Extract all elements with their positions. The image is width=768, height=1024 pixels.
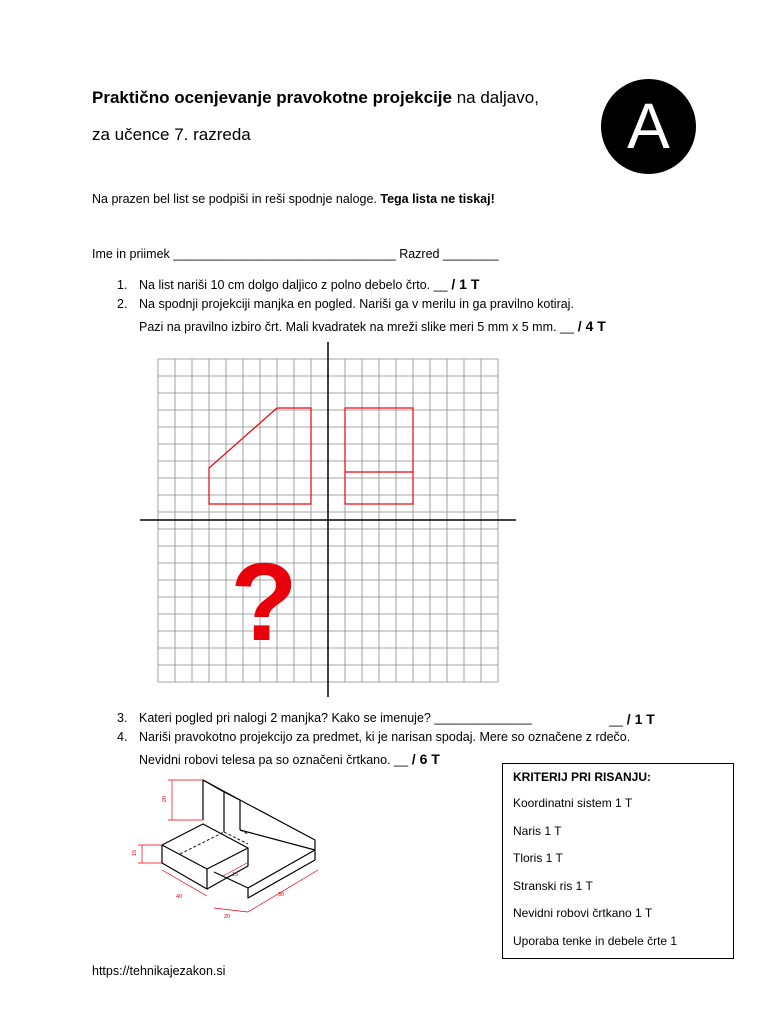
criteria-item: Nevidni robovi črtkano 1 T: [513, 906, 653, 920]
criteria-item: Naris 1 T: [513, 823, 562, 838]
task-text: Na list nariši 10 cm dolgo daljico z polno debelo črto. __: [139, 278, 448, 292]
object-edge: [207, 848, 248, 889]
dimension-label: 40: [176, 894, 183, 900]
criteria-item: Koordinatni sistem 1 T: [513, 796, 633, 810]
task-points: / 1 T: [622, 711, 655, 727]
task-4: [117, 730, 630, 744]
criteria-item: Uporaba tenke in debele črte 1: [513, 933, 678, 948]
object-edge: [203, 780, 315, 850]
dimension-label: 15: [232, 872, 239, 878]
footer-url[interactable]: https://tehnikajezakon.si: [92, 964, 226, 978]
task-2: [117, 297, 574, 311]
task-text: Kateri pogled pri nalogi 2 manjka? Kako se imenuje? ______________: [139, 711, 532, 725]
task-1: [117, 276, 479, 292]
object-edge: [203, 780, 224, 832]
task-text: Nariši pravokotno projekcijo za predmet, ki je narisan spodaj. Mere so označene z rdečo.: [139, 730, 631, 744]
task-number: 1.: [117, 278, 128, 292]
task-points: / 1 T: [447, 276, 480, 292]
criteria-item: Stranski ris 1 T: [513, 878, 593, 893]
question-mark: ?: [230, 541, 298, 664]
object-edge: [214, 830, 315, 888]
dimension-label: 15: [132, 849, 138, 856]
task-4-continued: [117, 751, 440, 767]
intro-text: Na prazen bel list se podpiši in reši spodnje naloge.: [92, 192, 381, 206]
title-bold: Praktično ocenjevanje pravokotne projekcije: [92, 88, 452, 107]
intro-instructions: [92, 192, 495, 206]
version-badge: A: [601, 79, 696, 174]
task-text: Na spodnji projekciji manjka en pogled. Nariši ga v merilu in ga pravilno kotiraj.: [139, 297, 574, 311]
object-edge: [162, 824, 248, 869]
object-edge: [224, 792, 240, 830]
answer-blank: __: [609, 713, 623, 727]
task-number: 3.: [117, 711, 128, 725]
title-rest: na daljavo,: [451, 88, 539, 107]
dimension-label: 30: [278, 892, 285, 898]
document-subtitle: za učence 7. razreda: [92, 125, 251, 144]
name-line: Ime in priimek ________________________________ Razred ________: [92, 247, 499, 261]
projection-figure: [140, 342, 518, 698]
dimension-label: 20: [162, 795, 168, 802]
criteria-box: [502, 763, 734, 959]
task-points: / 6 T: [407, 751, 440, 767]
criteria-item: Tloris 1 T: [513, 851, 563, 865]
task-2-continued: [117, 318, 606, 334]
hidden-edge: [180, 832, 224, 854]
task-text: Pazi na pravilno izbiro črt. Mali kvadratek na mreži slike meri 5 mm x 5 mm. __: [139, 320, 574, 334]
task-text: Nevidni robovi telesa pa so označeni črtkano. __: [139, 753, 408, 767]
dimension-label: 20: [224, 914, 231, 920]
task-points: / 4 T: [573, 318, 606, 334]
dimension-line: [214, 908, 248, 912]
task-number: 2.: [117, 297, 128, 311]
criteria-title: KRITERIJ PRI RISANJU:: [513, 770, 652, 784]
intro-bold: Tega lista ne tiskaj!: [380, 192, 495, 206]
isometric-object-figure: [128, 772, 338, 922]
dimension-line: [162, 870, 207, 896]
task-3-score: [609, 711, 655, 727]
task-3: [117, 711, 532, 725]
document-title: [92, 88, 539, 108]
dimension-line: [248, 870, 318, 912]
task-number: 4.: [117, 730, 128, 744]
